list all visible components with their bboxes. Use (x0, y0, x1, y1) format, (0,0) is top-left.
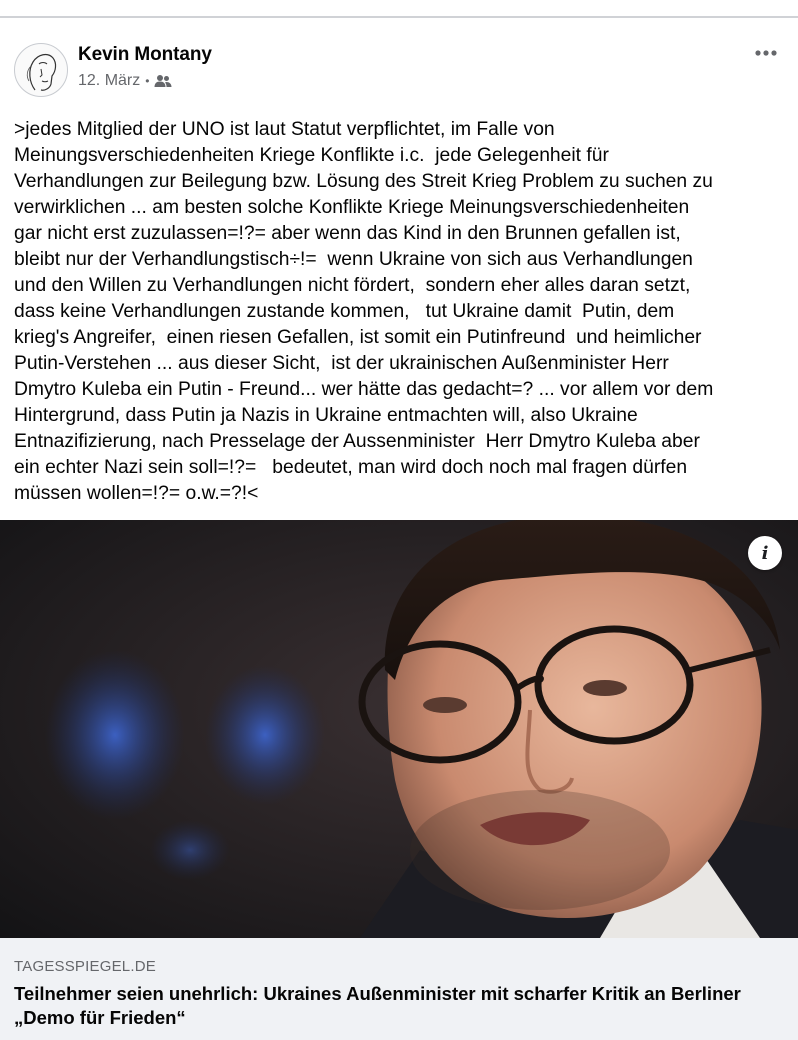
post-header (14, 40, 784, 100)
link-preview-caption[interactable] (0, 938, 798, 1040)
more-options-button[interactable] (748, 40, 784, 66)
avatar-sketch-icon (15, 44, 68, 97)
avatar[interactable] (14, 43, 68, 97)
friends-icon[interactable] (154, 74, 172, 88)
top-divider (0, 16, 798, 18)
link-preview-card[interactable] (0, 520, 798, 1040)
link-title[interactable]: Teilnehmer seien unehrlich: Ukraines Außenminister mit scharfer Kritik an Berliner „Demo für Frieden“ (14, 983, 741, 1028)
more-dots-icon (755, 50, 777, 56)
link-domain: TAGESSPIEGEL.DE (14, 958, 156, 975)
post-date[interactable]: 12. März (78, 72, 141, 89)
link-preview-image[interactable] (0, 520, 798, 938)
portrait-photo (0, 520, 798, 938)
meta-separator: • (145, 74, 150, 88)
post-meta (78, 72, 172, 90)
author-name[interactable]: Kevin Montany (78, 44, 212, 65)
info-button[interactable]: i (748, 536, 782, 570)
post-text: >jedes Mitglied der UNO ist laut Statut verpflichtet, im Falle von Meinungsverschiedenheiten Kriege Konflikte i.c. jede Gelegenheit für Verhandlungen zur Beilegung bzw. Lösung des Streit Krieg Problem zu suchen zu verwirklichen ... am besten solche Konflikte Kriege Meinungsverschiedenheiten gar nicht erst zuzulassen=!?= aber wenn das Kind in den Brunnen gefallen ist, bleibt nur der Verhandlungstisch÷!= wenn Ukraine von sich aus Verhandlungen und den Willen zu Verhandlungen nicht fördert, sondern eher alles daran setzt, dass keine Verhandlungen zustande kommen, tut Ukraine damit Putin, dem krieg's Angreifer, einen riesen Gefallen, ist somit ein Putinfreund und heimlicher Putin-Verstehen ... aus dieser Sicht, ist der ukrainischen Außenminister Herr Dmytro Kuleba ein Putin - Freund... wer hätte das gedacht=? ... vor allem vor dem Hintergrund, dass Putin ja Nazis in Ukraine entmachten will, also Ukraine Entnazifizierung, nach Presselage der Aussenminister Herr Dmytro Kuleba aber ein echter Nazi sein soll=!?= bedeutet, man wird doch noch mal fragen dürfen müssen wollen=!?= o.w.=?!< (14, 119, 714, 504)
